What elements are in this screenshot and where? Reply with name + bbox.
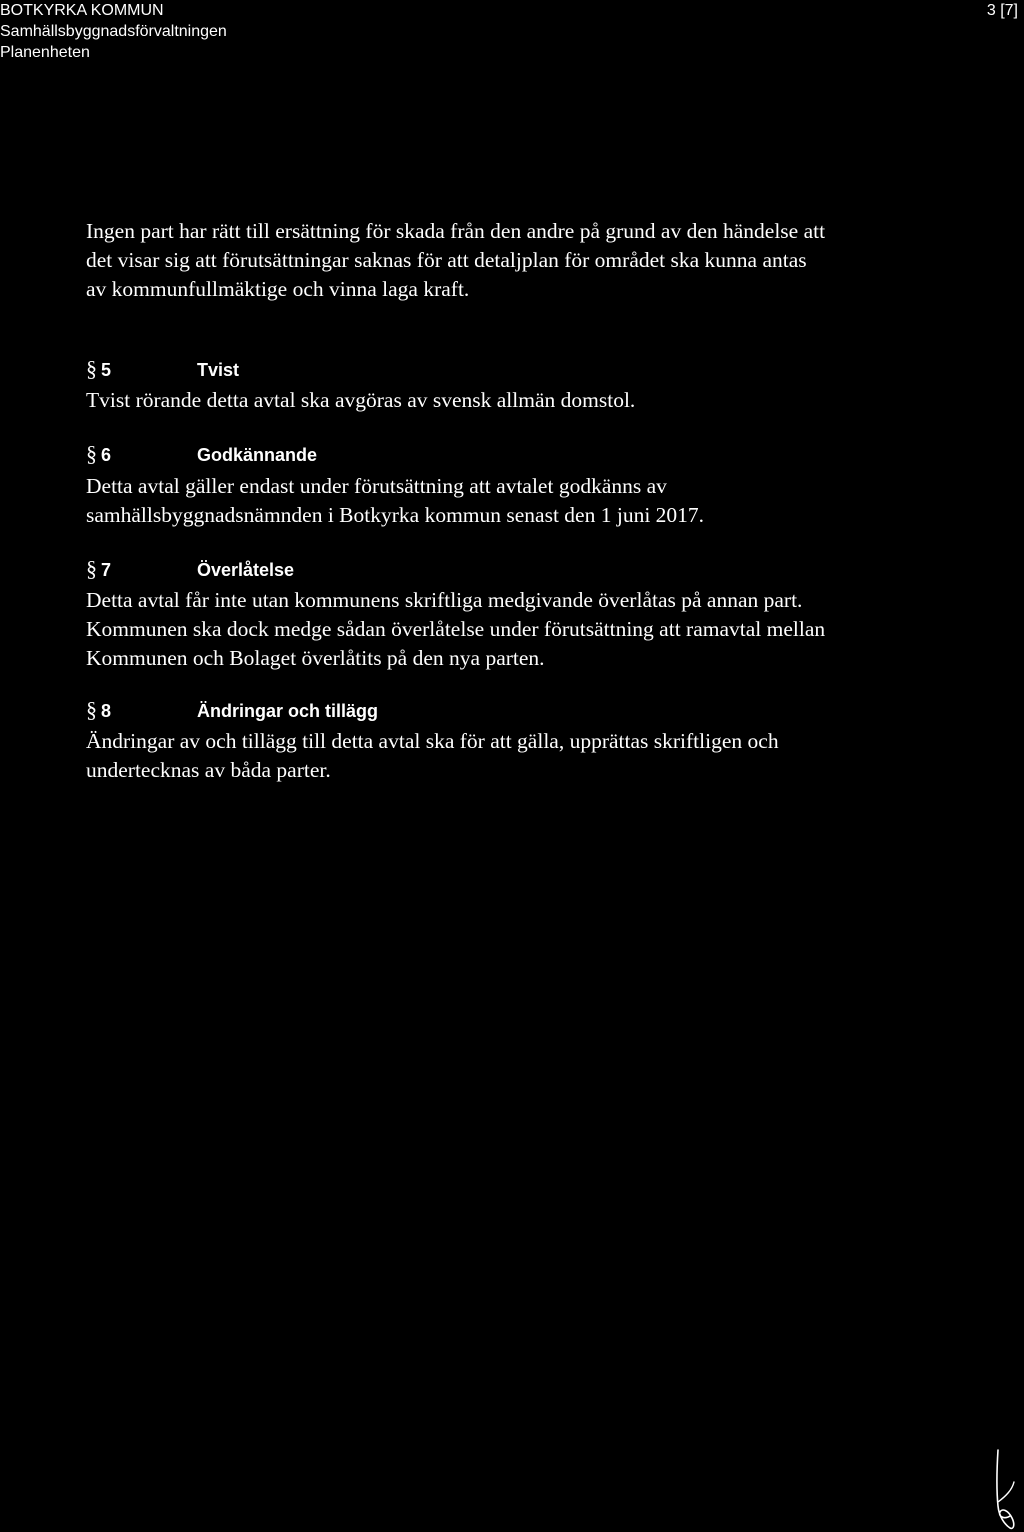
section-number: 5 <box>101 360 112 380</box>
unit-name: Planenheten <box>0 44 90 61</box>
section-title: Ändringar och tillägg <box>197 701 379 721</box>
section-heading-7 <box>86 557 294 582</box>
section-number: 8 <box>101 701 112 721</box>
section-text-7: Detta avtal får inte utan kommunens skriftliga medgivande överlåtas på annan part. Kommunen ska dock medge sådan överlåtelse under förutsättning att ramavtal mellan Kommunen och Bolaget överlåtits på den nya parten. <box>86 588 826 670</box>
section-symbol: § <box>86 556 97 581</box>
document-header <box>0 0 227 63</box>
signature-initials-icon <box>988 1446 1018 1532</box>
section-number: 6 <box>101 445 112 465</box>
department-name: Samhällsbyggnadsförvaltningen <box>0 23 227 40</box>
section-heading-8 <box>86 698 378 723</box>
page-number: 3 [7] <box>986 2 1018 19</box>
section-symbol: § <box>86 356 97 381</box>
section-text-8: Ändringar av och tillägg till detta avtal ska för att gälla, upprättas skriftligen och undertecknas av båda parter. <box>86 729 779 782</box>
section-title: Överlåtelse <box>197 560 295 580</box>
section-text-6: Detta avtal gäller endast under förutsättning att avtalet godkänns av samhällsbyggnadsnämnden i Botkyrka kommun senast den 1 juni 2017. <box>86 474 705 527</box>
section-symbol: § <box>86 697 97 722</box>
organization-name: BOTKYRKA KOMMUN <box>0 2 164 19</box>
section-heading-5 <box>86 357 239 382</box>
section-title: Godkännande <box>197 445 318 465</box>
section-title: Tvist <box>197 360 240 380</box>
section-heading-6 <box>86 442 317 467</box>
section-text-5: Tvist rörande detta avtal ska avgöras av svensk allmän domstol. <box>86 388 636 412</box>
section-symbol: § <box>86 441 97 466</box>
section-number: 7 <box>101 560 112 580</box>
intro-paragraph: Ingen part har rätt till ersättning för skada från den andre på grund av den händelse att det visar sig att förutsättningar saknas för att detaljplan för området ska kunna antas av kommunfullmäktige och vinna laga kraft. <box>86 219 826 301</box>
